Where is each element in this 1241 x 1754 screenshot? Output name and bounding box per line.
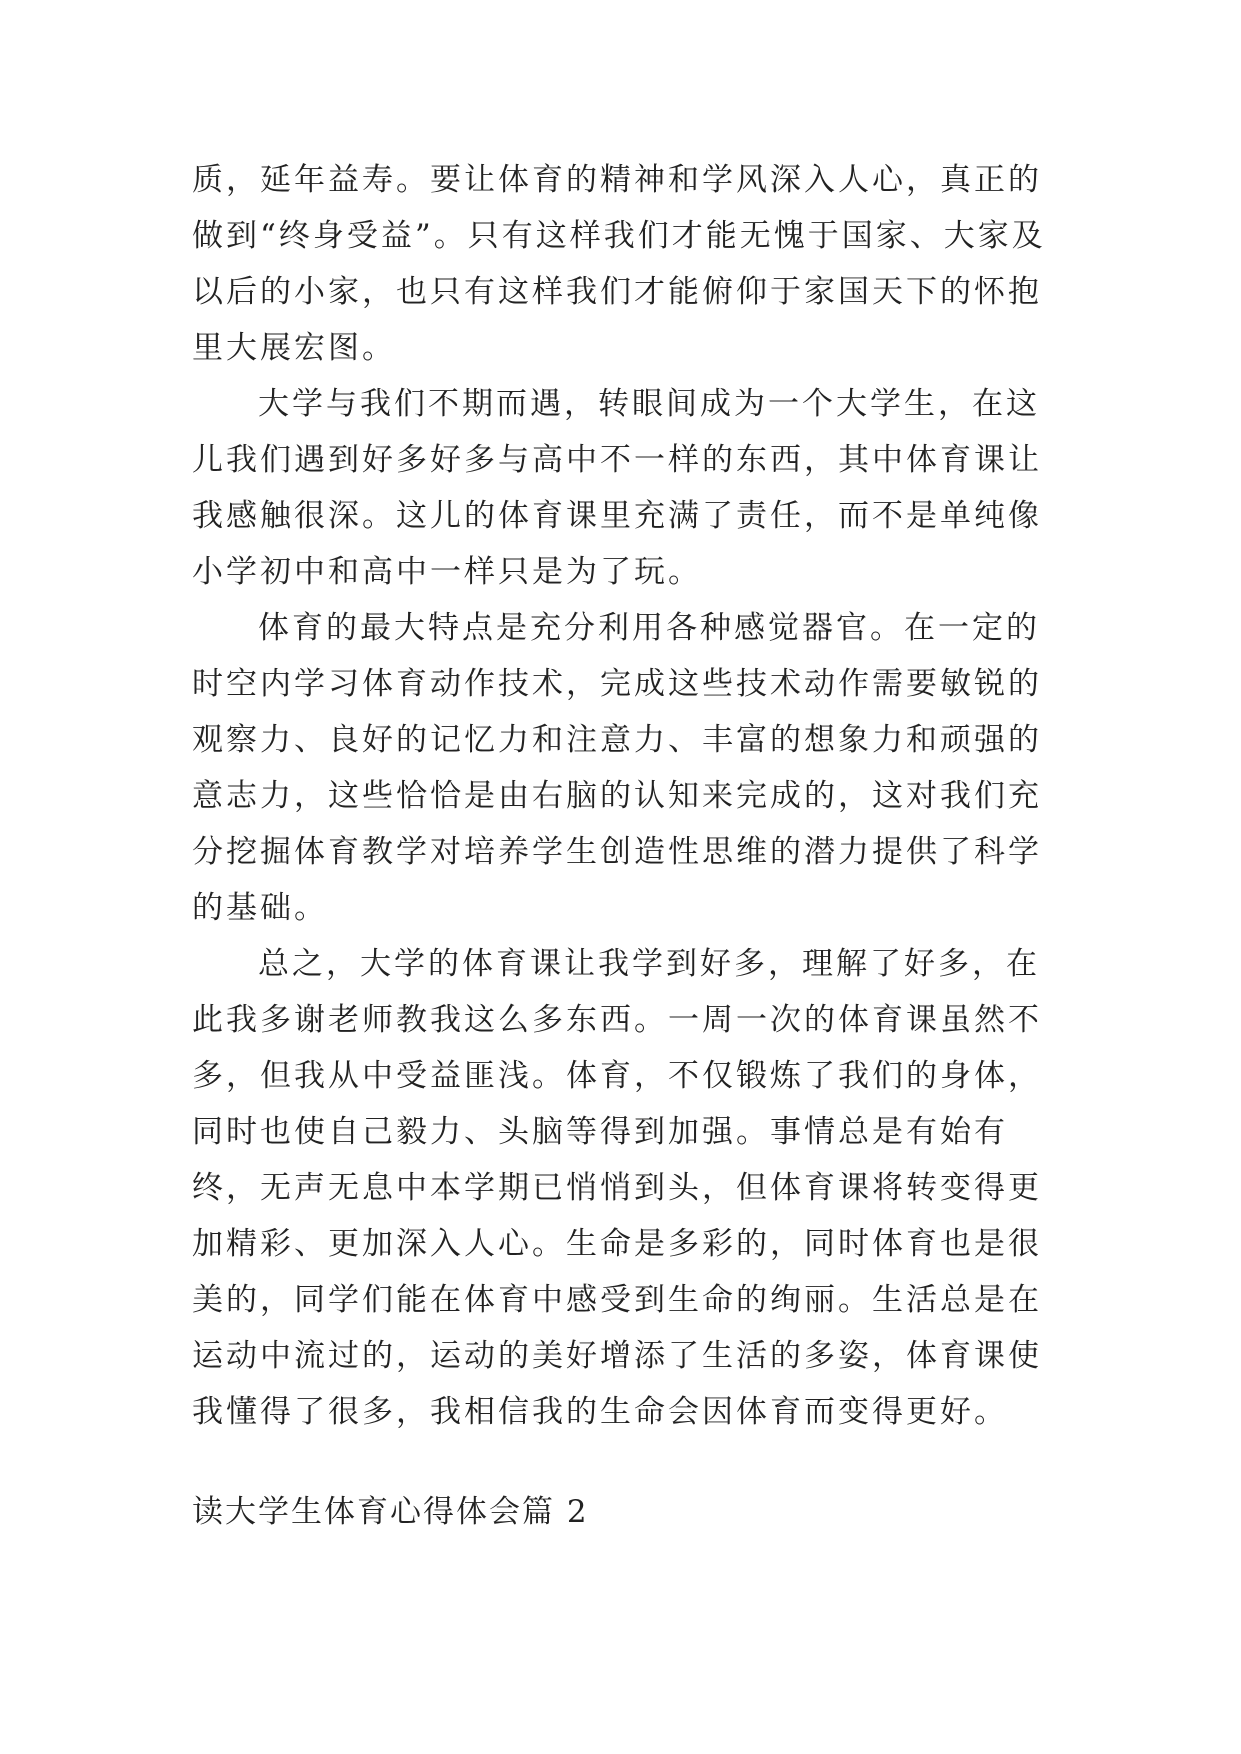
paragraph-1: 质，延年益寿。要让体育的精神和学风深入人心，真正的做到“终身受益”。只有这样我们才能无愧于国家、大家及以后的小家，也只有这样我们才能俯仰于家国天下的怀抱里大展宏图。 (192, 162, 1046, 366)
paragraph-4: 总之，大学的体育课让我学到好多，理解了好多，在此我多谢老师教我这么多东西。一周一次的体育课虽然不多，但我从中受益匪浅。体育，不仅锻炼了我们的身体，同时也使自己毅力、头脑等得到加强。事情总是有始有终，无声无息中本学期已悄悄到头，但体育课将转变得更加精彩、更加深入人心。生命是多彩的，同时体育也是很美的，同学们能在体育中感受到生命的绚丽。生活总是在运动中流过的，运动的美好增添了生活的多姿，体育课使我懂得了很多，我相信我的生命会因体育而变得更好。 (192, 946, 1042, 1430)
paragraph-2: 大学与我们不期而遇，转眼间成为一个大学生，在这儿我们遇到好多好多与高中不一样的东西，其中体育课让我感触很深。这儿的体育课里充满了责任，而不是单纯像小学初中和高中一样只是为了玩。 (192, 386, 1042, 590)
paragraph-3: 体育的最大特点是充分利用各种感觉器官。在一定的时空内学习体育动作技术，完成这些技术动作需要敏锐的观察力、良好的记忆力和注意力、丰富的想象力和顽强的意志力，这些恰恰是由右脑的认知来完成的，这对我们充分挖掘体育教学对培养学生创造性思维的潜力提供了科学的基础。 (192, 610, 1042, 926)
document-body (192, 152, 1052, 1440)
section-heading: 读大学生体育心得体会篇 2 (192, 1494, 589, 1530)
